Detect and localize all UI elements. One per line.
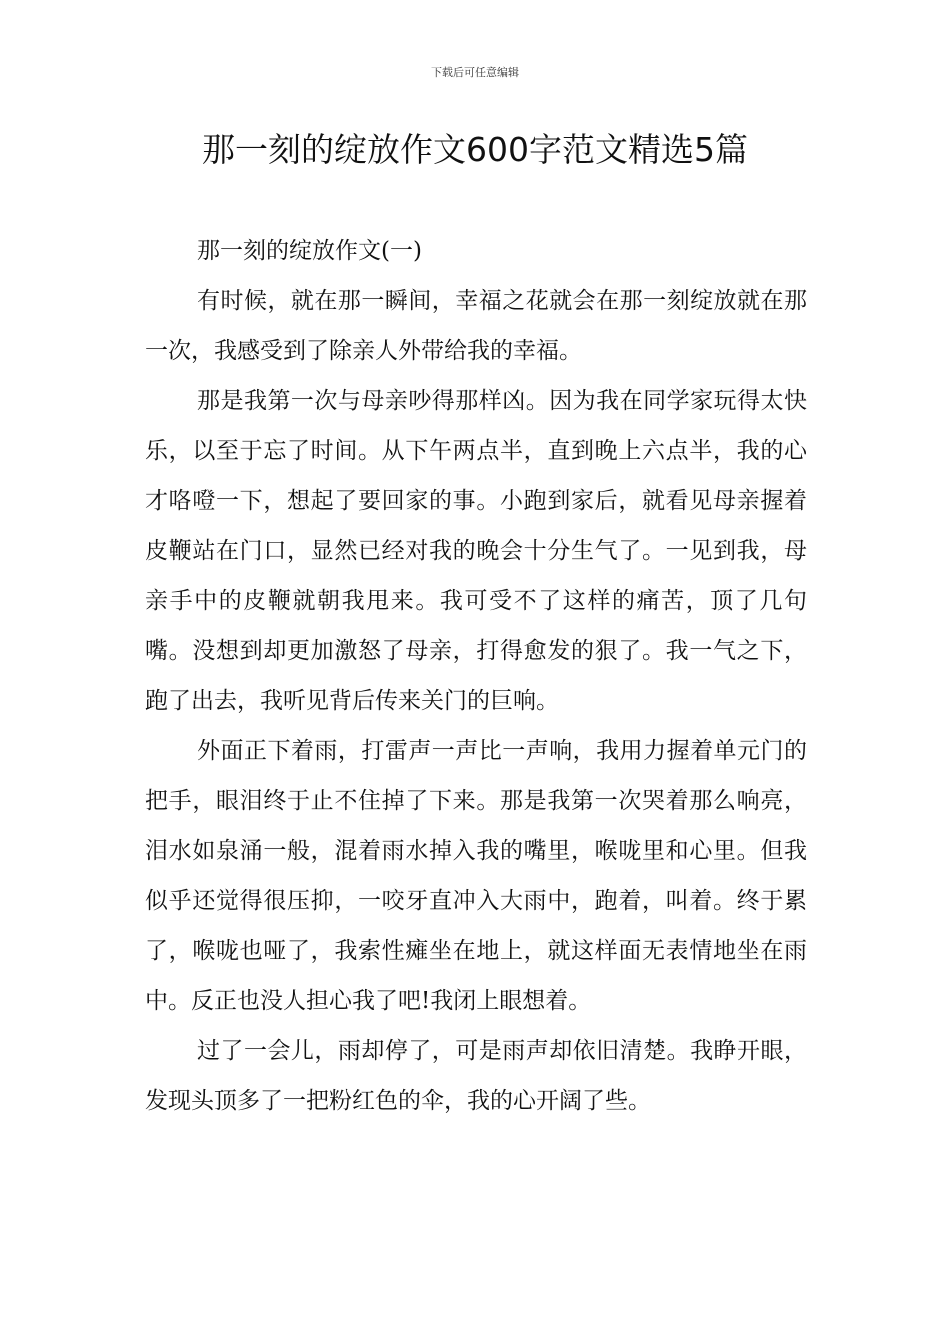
paragraph: 外面正下着雨，打雷声一声比一声响，我用力握着单元门的把手，眼泪终于止不住掉了下来。那是我第一次哭着那么响亮，泪水如泉涌一般，混着雨水掉入我的嘴里，喉咙里和心里。但我似乎还觉得很压抑，一咬牙直冲入大雨中，跑着，叫着。终于累了，喉咙也哑了，我索性瘫坐在地上，就这样面无表情地坐在雨中。反正也没人担心我了吧!我闭上眼想着。 [145, 738, 807, 1014]
paragraph: 那是我第一次与母亲吵得那样凶。因为我在同学家玩得太快乐，以至于忘了时间。从下午两点半，直到晚上六点半，我的心才咯噔一下，想起了要回家的事。小跑到家后，就看见母亲握着皮鞭站在门口，显然已经对我的晚会十分生气了。一见到我，母亲手中的皮鞭就朝我甩来。我可受不了这样的痛苦，顶了几句嘴。没想到却更加激怒了母亲，打得愈发的狠了。我一气之下，跑了出去，我听见背后传来关门的巨响。 [145, 388, 807, 714]
paragraph: 有时候，就在那一瞬间，幸福之花就会在那一刻绽放就在那一次，我感受到了除亲人外带给我的幸福。 [145, 288, 807, 364]
document-title: 那一刻的绽放作文600字范文精选5篇 [202, 130, 748, 169]
header-note: 下载后可任意编辑 [431, 66, 519, 79]
document-body [145, 226, 807, 1126]
section-heading: 那一刻的绽放作文(一) [197, 238, 422, 264]
paragraph: 过了一会儿，雨却停了，可是雨声却依旧清楚。我睁开眼，发现头顶多了一把粉红色的伞，我的心开阔了些。 [145, 1038, 807, 1114]
